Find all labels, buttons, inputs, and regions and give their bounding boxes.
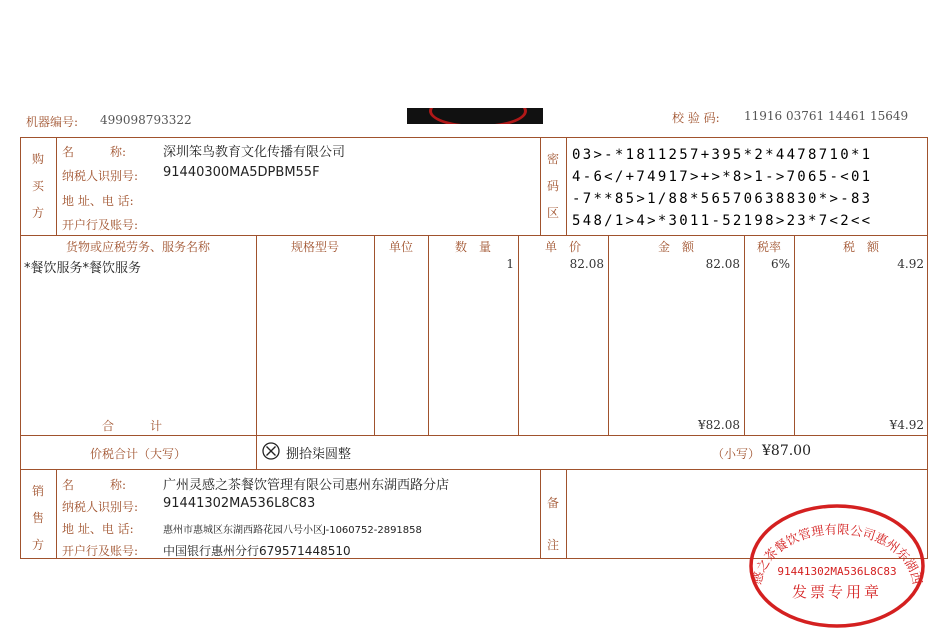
total-label: 合 计: [102, 419, 163, 433]
total-small-label: （小写）: [712, 447, 761, 461]
col-header-price: 单 价: [544, 240, 581, 254]
seller-address: 惠州市惠城区东湖西路花园八号小区J-1060752-2891858: [163, 525, 422, 536]
seller-address-label: 地 址、电 话:: [62, 522, 134, 536]
buyer-taxid: 91440300MA5DPBM55F: [163, 165, 320, 180]
seller-bank: 中国银行惠州分行679571448510: [163, 544, 351, 558]
remarks-label: 备 注: [546, 496, 559, 552]
buyer-name: 深圳笨鸟教育文化传播有限公司: [163, 145, 346, 160]
col-header-goods: 货物或应税劳务、服务名称: [65, 240, 210, 254]
machine-no-label: 机器编号:: [26, 115, 79, 129]
col-header-tax: 税 额: [842, 240, 879, 254]
total-tax: ¥4.92: [889, 418, 924, 432]
total-small: ¥87.00: [762, 443, 811, 459]
invoice-seal: [748, 503, 926, 629]
seller-bank-label: 开户行及账号:: [62, 544, 139, 558]
seller-section-label: 销 售 方: [31, 484, 44, 552]
check-code: 11916 03761 14461 15649: [744, 109, 909, 123]
col-header-amount: 金 额: [657, 240, 694, 254]
buyer-bank-label: 开户行及账号:: [62, 218, 139, 232]
seller-name-label: 名 称:: [62, 478, 127, 492]
item-qty: 1: [506, 257, 514, 271]
seal-title: 发票专用章: [791, 583, 883, 601]
machine-no: 499098793322: [100, 113, 192, 127]
seller-taxid-label: 纳税人识别号:: [62, 500, 139, 514]
col-header-unit: 单位: [388, 240, 413, 254]
check-code-label: 校 验 码:: [672, 111, 720, 125]
item-rate: 6%: [770, 257, 790, 271]
top-stamp-fragment: [407, 108, 543, 124]
cipher-line: 03>-*1811257+395*2*4478710*1: [572, 147, 873, 163]
buyer-taxid-label: 纳税人识别号:: [62, 169, 139, 183]
cipher-line: 4-6</+74917>+>*8>1->7065-<01: [572, 169, 873, 185]
seller-taxid: 91441302MA536L8C83: [163, 496, 316, 511]
buyer-name-label: 名 称:: [62, 145, 127, 159]
col-header-rate: 税率: [756, 240, 781, 254]
cipher-line: 548/1>4>*3011-52198>23*7<2<<: [572, 213, 873, 229]
item-name: *餐饮服务*餐饮服务: [24, 261, 142, 276]
total-amount: ¥82.08: [698, 418, 740, 432]
cross-circle-icon: [262, 442, 280, 460]
buyer-address-label: 地 址、电 话:: [62, 194, 134, 208]
cipher-section-label: 密 码 区: [546, 152, 559, 220]
cipher-block: [572, 144, 872, 232]
buyer-section-label: 购 买 方: [31, 152, 44, 220]
total-in-words: 捌拾柒圆整: [286, 447, 352, 462]
item-amount: 82.08: [705, 257, 740, 271]
item-price: 82.08: [569, 257, 604, 271]
col-header-qty: 数 量: [454, 240, 491, 254]
col-header-spec: 规格型号: [290, 240, 339, 254]
seal-ring-text: 感之茶餐饮管理有限公司惠州东湖西: [748, 521, 926, 586]
item-tax: 4.92: [897, 257, 924, 271]
seller-name: 广州灵感之茶餐饮管理有限公司惠州东湖西路分店: [163, 478, 450, 493]
cipher-line: -7**85>1/88*56570638830*>-83: [572, 191, 873, 207]
seal-taxid: 91441302MA536L8C83: [777, 565, 897, 578]
total-in-words-label: 价税合计（大写）: [89, 447, 186, 461]
